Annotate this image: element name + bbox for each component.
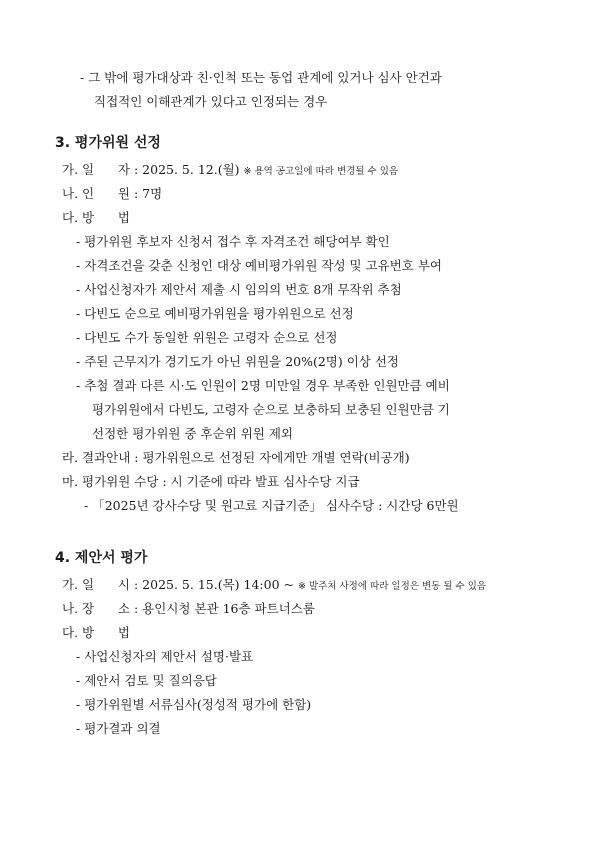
date-note: ※ 용역 공고일에 따라 변경될 수 있음 — [243, 166, 399, 177]
method-item-continuation: 평가위원에서 다빈도, 고령자 순으로 보충하되 보충된 인원만큼 기 — [92, 402, 450, 417]
section-3-fee-detail: - 「2025년 강사수당 및 원고료 지급기준」 심사수당 : 시간당 6만원 — [84, 498, 459, 513]
persons-label: 나. 인 원 — [62, 186, 131, 201]
section-3-fee: 마. 평가위원 수당 : 시 기준에 따라 발표 심사수당 지급 — [62, 474, 360, 489]
method-item: - 평가결과 의결 — [76, 721, 161, 736]
section-4-heading: 4. 제안서 평가 — [55, 550, 148, 566]
method-item: - 제안서 검토 및 질의응답 — [76, 673, 217, 688]
section-4-date — [62, 577, 486, 595]
date-value: : 2025. 5. 12.(월) — [130, 162, 244, 177]
method-item: - 다빈도 수가 동일한 위원은 고령자 순으로 선정 — [76, 330, 338, 345]
method-item: - 사업신청자의 제안서 설명·발표 — [76, 649, 254, 664]
method-item: - 사업신청자가 제안서 제출 시 임의의 번호 8개 무작위 추첨 — [76, 282, 402, 297]
section-3-date — [62, 162, 398, 180]
date-label: 가. 일 시 — [62, 577, 131, 592]
section-4-method-label: 다. 방 법 — [62, 625, 131, 640]
persons-value: : 7명 — [130, 186, 163, 201]
section-4-place: 나. 장 소 : 용인시청 본관 16층 파트너스룸 — [62, 601, 315, 616]
date-note: ※ 발주처 사정에 따라 일정은 변동 될 수 있음 — [297, 581, 487, 592]
date-label: 가. 일 자 — [62, 162, 131, 177]
prev-section-item: - 그 밖에 평가대상과 친·인척 또는 동업 관계에 있거나 심사 안건과 — [80, 70, 442, 85]
section-3-heading: 3. 평가위원 선정 — [55, 135, 161, 151]
prev-section-item-continuation: 직접적인 이해관계가 있다고 인정되는 경우 — [94, 94, 328, 109]
method-item-continuation: 선정한 평가위원 중 후순위 위원 제외 — [92, 426, 293, 441]
method-item: - 평가위원 후보자 신청서 접수 후 자격조건 해당여부 확인 — [76, 234, 390, 249]
date-value: : 2025. 5. 15.(목) 14:00 ~ — [130, 577, 298, 592]
section-3-persons — [62, 186, 162, 202]
method-item: - 자격조건을 갖춘 신청인 대상 예비평가위원 작성 및 고유번호 부여 — [76, 258, 443, 273]
method-item: - 평가위원별 서류심사(정성적 평가에 한함) — [76, 697, 312, 712]
method-item: - 추첨 결과 다른 시·도 인원이 2명 미만일 경우 부족한 인원만큼 예비 — [76, 378, 450, 393]
method-item: - 다빈도 순으로 예비평가위원을 평가위원으로 선정 — [76, 306, 354, 321]
section-3-method-label: 다. 방 법 — [62, 210, 131, 225]
section-3-result: 라. 결과안내 : 평가위원으로 선정된 자에게만 개별 연락(비공개) — [62, 450, 410, 465]
method-item: - 주된 근무지가 경기도가 아닌 위원을 20%(2명) 이상 선정 — [76, 354, 400, 369]
